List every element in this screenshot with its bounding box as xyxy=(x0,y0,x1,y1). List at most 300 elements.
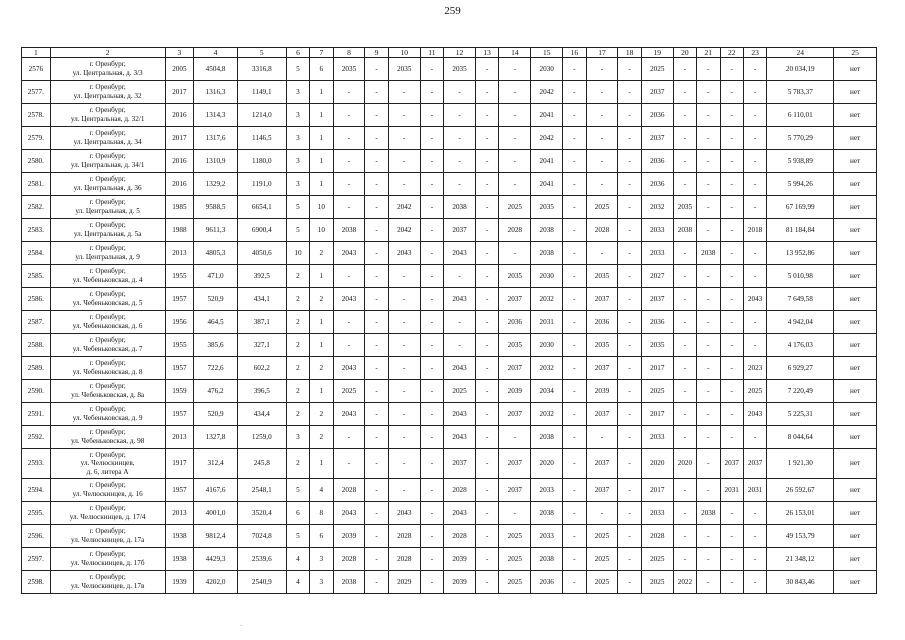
data-cell: 4 176,03 xyxy=(767,334,834,357)
data-cell: - xyxy=(333,196,365,219)
data-cell: 2036 xyxy=(641,104,673,127)
column-header: 16 xyxy=(563,48,586,58)
data-cell: - xyxy=(420,104,443,127)
data-cell: - xyxy=(365,196,388,219)
data-cell: - xyxy=(420,196,443,219)
data-cell: - xyxy=(563,242,586,265)
data-cell: - xyxy=(365,525,388,548)
address-city: г. Оренбург, xyxy=(89,129,126,138)
data-cell: 327,1 xyxy=(237,334,286,357)
address-cell xyxy=(50,479,165,502)
data-cell: 2039 xyxy=(444,571,476,594)
data-cell: 2028 xyxy=(586,219,618,242)
data-cell: - xyxy=(618,380,641,403)
data-cell: нет xyxy=(834,58,877,81)
data-cell: 2034 xyxy=(531,380,563,403)
data-cell: - xyxy=(365,334,388,357)
data-cell: 1149,1 xyxy=(237,81,286,104)
data-cell: - xyxy=(499,173,531,196)
data-cell: - xyxy=(388,449,420,479)
data-cell: - xyxy=(743,334,766,357)
data-cell: 471,0 xyxy=(194,265,238,288)
data-cell: - xyxy=(586,127,618,150)
data-cell: 30 843,46 xyxy=(767,571,834,594)
row-number: 2590. xyxy=(22,380,51,403)
data-cell: 2043 xyxy=(444,357,476,380)
data-cell: 2037 xyxy=(586,403,618,426)
data-cell: - xyxy=(563,426,586,449)
address-street: ул. Чебеньковская, д. 8а xyxy=(71,391,145,399)
data-cell: 2037 xyxy=(586,288,618,311)
data-cell: - xyxy=(475,571,498,594)
data-cell: - xyxy=(720,525,743,548)
data-cell: 2038 xyxy=(697,242,720,265)
data-cell: - xyxy=(720,81,743,104)
table-row xyxy=(22,357,877,380)
data-cell: - xyxy=(475,150,498,173)
data-cell: 2 xyxy=(286,265,309,288)
data-cell: - xyxy=(388,426,420,449)
table-row xyxy=(22,571,877,594)
data-cell: 2036 xyxy=(499,311,531,334)
data-cell: 2 xyxy=(310,242,333,265)
data-cell: - xyxy=(618,288,641,311)
data-cell: 2038 xyxy=(444,196,476,219)
table-row xyxy=(22,81,877,104)
data-cell: - xyxy=(673,403,696,426)
data-cell: - xyxy=(333,104,365,127)
data-cell: - xyxy=(697,127,720,150)
data-cell: - xyxy=(420,403,443,426)
data-cell: - xyxy=(499,104,531,127)
data-cell: - xyxy=(475,311,498,334)
data-cell: - xyxy=(365,173,388,196)
data-cell: - xyxy=(365,357,388,380)
data-cell: 2041 xyxy=(531,150,563,173)
data-cell: 2031 xyxy=(743,479,766,502)
data-cell: - xyxy=(365,219,388,242)
row-number: 2592. xyxy=(22,426,51,449)
data-cell: 2043 xyxy=(444,426,476,449)
data-cell: - xyxy=(420,571,443,594)
table-row xyxy=(22,479,877,502)
row-number: 2596. xyxy=(22,525,51,548)
data-cell: 2025 xyxy=(586,196,618,219)
data-cell: нет xyxy=(834,548,877,571)
data-cell: 4001,0 xyxy=(194,502,238,525)
data-cell: 2 xyxy=(310,288,333,311)
data-cell: - xyxy=(618,525,641,548)
data-cell: 2043 xyxy=(444,242,476,265)
data-cell: 5 994,26 xyxy=(767,173,834,196)
table-row xyxy=(22,288,877,311)
data-cell: 26 592,67 xyxy=(767,479,834,502)
data-cell: 1938 xyxy=(165,548,194,571)
data-cell: - xyxy=(475,104,498,127)
data-cell: - xyxy=(618,479,641,502)
data-cell: 2 xyxy=(286,311,309,334)
data-cell: нет xyxy=(834,357,877,380)
data-cell: 1956 xyxy=(165,311,194,334)
data-cell: 4429,3 xyxy=(194,548,238,571)
data-cell: - xyxy=(388,104,420,127)
data-cell: 1 xyxy=(310,380,333,403)
data-cell: нет xyxy=(834,426,877,449)
data-cell: 1314,3 xyxy=(194,104,238,127)
data-cell: - xyxy=(618,548,641,571)
data-cell: - xyxy=(720,571,743,594)
data-cell: 2036 xyxy=(641,150,673,173)
data-cell: - xyxy=(563,449,586,479)
data-cell: - xyxy=(475,357,498,380)
data-cell: - xyxy=(673,502,696,525)
data-cell: 434,4 xyxy=(237,403,286,426)
data-cell: - xyxy=(563,357,586,380)
data-cell: 2 xyxy=(286,357,309,380)
data-cell: - xyxy=(499,426,531,449)
data-cell: 1214,0 xyxy=(237,104,286,127)
data-cell: - xyxy=(388,127,420,150)
data-cell: 49 153,79 xyxy=(767,525,834,548)
data-cell: нет xyxy=(834,502,877,525)
data-cell: - xyxy=(420,265,443,288)
data-cell: нет xyxy=(834,196,877,219)
address-street: ул. Центральная, д. 32/1 xyxy=(70,115,145,123)
table-row xyxy=(22,525,877,548)
data-cell: 2032 xyxy=(531,357,563,380)
data-cell: нет xyxy=(834,571,877,594)
address-cell xyxy=(50,265,165,288)
data-cell: 2025 xyxy=(499,196,531,219)
data-cell: 5 010,98 xyxy=(767,265,834,288)
data-cell: 2016 xyxy=(165,150,194,173)
data-cell: - xyxy=(697,104,720,127)
data-cell: 2032 xyxy=(641,196,673,219)
data-cell: - xyxy=(420,219,443,242)
data-cell: 3 xyxy=(310,571,333,594)
table-row xyxy=(22,173,877,196)
column-header: 11 xyxy=(420,48,443,58)
data-cell: - xyxy=(720,173,743,196)
data-cell: - xyxy=(697,449,720,479)
address-cell xyxy=(50,403,165,426)
data-cell: 2031 xyxy=(531,311,563,334)
data-cell: 2042 xyxy=(388,219,420,242)
data-cell: - xyxy=(618,127,641,150)
data-cell: 2031 xyxy=(720,479,743,502)
data-cell: 1985 xyxy=(165,196,194,219)
data-cell: 2017 xyxy=(641,357,673,380)
address-city: г. Оренбург, xyxy=(89,550,126,559)
data-cell: 2029 xyxy=(388,571,420,594)
data-cell: 2037 xyxy=(499,357,531,380)
data-cell: - xyxy=(673,150,696,173)
data-cell: - xyxy=(420,380,443,403)
data-cell: - xyxy=(475,81,498,104)
data-cell: - xyxy=(388,81,420,104)
data-cell: - xyxy=(697,265,720,288)
data-cell: - xyxy=(333,311,365,334)
data-cell: - xyxy=(475,127,498,150)
address-city: г. Оренбург, xyxy=(89,336,126,345)
data-cell: - xyxy=(586,81,618,104)
data-cell: 2042 xyxy=(531,127,563,150)
data-cell: 5 938,89 xyxy=(767,150,834,173)
address-city: г. Оренбург, xyxy=(89,382,126,391)
column-header: 17 xyxy=(586,48,618,58)
data-cell: - xyxy=(720,288,743,311)
data-cell: 2 xyxy=(310,357,333,380)
data-cell: 2041 xyxy=(531,104,563,127)
address-cell xyxy=(50,150,165,173)
data-cell: 2 xyxy=(310,426,333,449)
data-cell: - xyxy=(563,380,586,403)
data-cell: 2028 xyxy=(388,525,420,548)
address-city: г. Оренбург, xyxy=(89,313,126,322)
data-cell: нет xyxy=(834,525,877,548)
data-cell: - xyxy=(673,334,696,357)
table-row xyxy=(22,58,877,81)
table-row xyxy=(22,403,877,426)
data-cell: - xyxy=(720,196,743,219)
data-cell: 2037 xyxy=(641,81,673,104)
data-cell: 392,5 xyxy=(237,265,286,288)
row-number: 2585. xyxy=(22,265,51,288)
address-street: ул. Челюскинцев, д. 16 xyxy=(72,490,143,498)
address-city: г. Оренбург, xyxy=(89,83,126,92)
data-cell: 2037 xyxy=(499,479,531,502)
data-cell: - xyxy=(720,150,743,173)
data-cell: 2036 xyxy=(641,311,673,334)
data-cell: 26 153,01 xyxy=(767,502,834,525)
data-cell: 2043 xyxy=(333,403,365,426)
data-cell: 1 xyxy=(310,265,333,288)
data-cell: 2020 xyxy=(531,449,563,479)
address-cell xyxy=(50,449,165,479)
data-cell: - xyxy=(333,150,365,173)
data-cell: - xyxy=(720,548,743,571)
data-cell: 2032 xyxy=(531,288,563,311)
data-cell: - xyxy=(420,357,443,380)
data-cell: нет xyxy=(834,219,877,242)
data-cell: 3 xyxy=(286,81,309,104)
data-cell: 1317,6 xyxy=(194,127,238,150)
row-number: 2578. xyxy=(22,104,51,127)
data-cell: 2035 xyxy=(333,58,365,81)
data-cell: нет xyxy=(834,265,877,288)
data-cell: 4 xyxy=(286,571,309,594)
data-cell: 2539,6 xyxy=(237,548,286,571)
data-cell: 2043 xyxy=(333,242,365,265)
data-cell: - xyxy=(499,242,531,265)
data-cell: - xyxy=(444,173,476,196)
data-cell: 2013 xyxy=(165,426,194,449)
data-cell: 5 770,29 xyxy=(767,127,834,150)
data-cell: 2005 xyxy=(165,58,194,81)
data-cell: - xyxy=(697,311,720,334)
data-cell: - xyxy=(743,81,766,104)
data-cell: - xyxy=(444,265,476,288)
table-row xyxy=(22,502,877,525)
address-street: ул. Челюскинцев, д. 17/4 xyxy=(69,513,146,521)
data-cell: 2038 xyxy=(531,548,563,571)
data-cell: - xyxy=(720,219,743,242)
data-cell: 1939 xyxy=(165,571,194,594)
data-cell: - xyxy=(365,479,388,502)
data-cell: 722,6 xyxy=(194,357,238,380)
data-cell: - xyxy=(618,173,641,196)
data-cell: - xyxy=(420,548,443,571)
data-cell: 2025 xyxy=(499,548,531,571)
data-cell: 1 xyxy=(310,334,333,357)
address-cell xyxy=(50,81,165,104)
data-cell: 2038 xyxy=(531,242,563,265)
data-cell: - xyxy=(618,571,641,594)
data-cell: - xyxy=(563,104,586,127)
data-cell: - xyxy=(697,479,720,502)
address-extra: д. 6, литера А xyxy=(86,467,129,476)
data-cell: - xyxy=(563,548,586,571)
data-cell: 10 xyxy=(310,196,333,219)
data-cell: 2043 xyxy=(743,288,766,311)
data-cell: - xyxy=(673,173,696,196)
address-street: ул. Чебеньковская, д. 4 xyxy=(72,276,143,284)
data-cell: - xyxy=(618,449,641,479)
data-cell: 1 xyxy=(310,150,333,173)
data-cell: - xyxy=(743,196,766,219)
data-cell: - xyxy=(586,426,618,449)
row-number: 2593. xyxy=(22,449,51,479)
data-cell: 2030 xyxy=(531,265,563,288)
data-cell: 1957 xyxy=(165,403,194,426)
data-cell: - xyxy=(618,357,641,380)
data-cell: - xyxy=(673,127,696,150)
data-cell: - xyxy=(365,58,388,81)
address-street: ул. Челюскинцев, д. 17а xyxy=(70,536,145,544)
data-cell: - xyxy=(563,150,586,173)
data-cell: - xyxy=(475,548,498,571)
data-cell: 2025 xyxy=(333,380,365,403)
data-cell: 1 xyxy=(310,104,333,127)
data-cell: - xyxy=(563,265,586,288)
data-cell: - xyxy=(697,196,720,219)
data-cell: 396,5 xyxy=(237,380,286,403)
data-cell: - xyxy=(420,242,443,265)
table-row xyxy=(22,265,877,288)
data-cell: 6 xyxy=(310,58,333,81)
address-cell xyxy=(50,288,165,311)
data-cell: 1957 xyxy=(165,357,194,380)
column-header: 15 xyxy=(531,48,563,58)
data-cell: 1955 xyxy=(165,334,194,357)
row-number: 2576 xyxy=(22,58,51,81)
data-cell: 3 xyxy=(286,150,309,173)
data-cell: 1938 xyxy=(165,525,194,548)
data-cell: 1146,5 xyxy=(237,127,286,150)
data-cell: 2025 xyxy=(641,58,673,81)
data-cell: 2038 xyxy=(333,219,365,242)
data-cell: 2 xyxy=(286,288,309,311)
address-street: ул. Центральная, д. 9 xyxy=(75,253,140,261)
data-cell: - xyxy=(333,81,365,104)
address-city: г. Оренбург, xyxy=(89,573,126,582)
data-cell: - xyxy=(697,357,720,380)
data-cell: 2 xyxy=(286,334,309,357)
data-cell: 2039 xyxy=(586,380,618,403)
footer-mark: · xyxy=(240,622,243,630)
data-cell: - xyxy=(499,150,531,173)
data-cell: 2043 xyxy=(444,288,476,311)
address-city: г. Оренбург, xyxy=(89,221,126,230)
data-cell: 3 xyxy=(286,426,309,449)
data-cell: 2035 xyxy=(641,334,673,357)
data-cell: 2033 xyxy=(641,502,673,525)
column-header: 9 xyxy=(365,48,388,58)
data-cell: 6 929,27 xyxy=(767,357,834,380)
data-cell: 2017 xyxy=(641,403,673,426)
data-cell: 6 110,01 xyxy=(767,104,834,127)
data-cell: - xyxy=(743,502,766,525)
address-cell xyxy=(50,104,165,127)
data-cell: 1310,9 xyxy=(194,150,238,173)
data-cell: - xyxy=(697,571,720,594)
address-city: г. Оренбург, xyxy=(89,267,126,276)
data-cell: - xyxy=(420,334,443,357)
data-cell: 2043 xyxy=(444,403,476,426)
data-cell: - xyxy=(563,525,586,548)
data-cell: 1 xyxy=(310,311,333,334)
data-cell: - xyxy=(673,58,696,81)
data-cell: 2027 xyxy=(641,265,673,288)
data-cell: 2039 xyxy=(333,525,365,548)
data-cell: - xyxy=(743,265,766,288)
data-cell: 2043 xyxy=(388,502,420,525)
data-cell: - xyxy=(673,357,696,380)
data-cell: 1316,3 xyxy=(194,81,238,104)
data-cell: - xyxy=(743,58,766,81)
data-cell: 2043 xyxy=(333,288,365,311)
address-cell xyxy=(50,58,165,81)
data-cell: - xyxy=(333,334,365,357)
data-cell: 5 225,31 xyxy=(767,403,834,426)
data-cell: 2037 xyxy=(743,449,766,479)
data-cell: 520,9 xyxy=(194,288,238,311)
data-cell: 2025 xyxy=(586,548,618,571)
data-cell: 2022 xyxy=(673,571,696,594)
data-cell: 2025 xyxy=(444,380,476,403)
address-cell xyxy=(50,219,165,242)
data-cell: 2017 xyxy=(165,81,194,104)
data-cell: 4 xyxy=(310,479,333,502)
data-cell: 2037 xyxy=(586,449,618,479)
data-cell: 2028 xyxy=(444,525,476,548)
data-cell: - xyxy=(365,449,388,479)
data-cell: - xyxy=(475,403,498,426)
data-cell: 2033 xyxy=(531,525,563,548)
column-header: 2 xyxy=(50,48,165,58)
data-cell: - xyxy=(697,334,720,357)
data-cell: 2033 xyxy=(641,242,673,265)
data-cell: - xyxy=(365,380,388,403)
data-cell: - xyxy=(420,81,443,104)
data-cell: 1917 xyxy=(165,449,194,479)
address-street: ул. Чебеньковская, д. 98 xyxy=(70,437,145,445)
data-cell: 9812,4 xyxy=(194,525,238,548)
data-cell: - xyxy=(586,58,618,81)
address-cell xyxy=(50,357,165,380)
row-number: 2597. xyxy=(22,548,51,571)
data-cell: - xyxy=(365,548,388,571)
